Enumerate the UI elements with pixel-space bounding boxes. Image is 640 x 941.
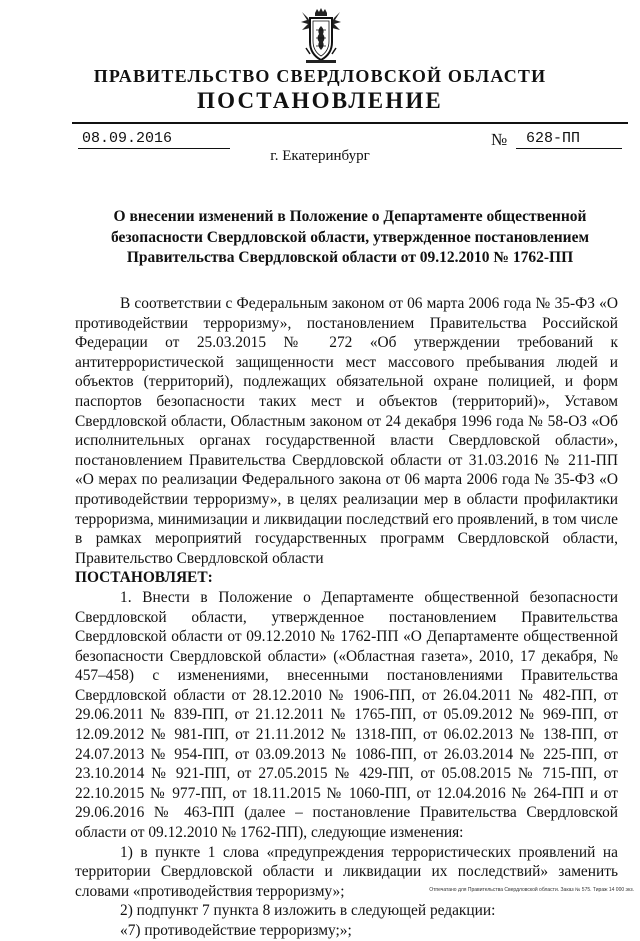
subclause-7-text: «7) противодействие терроризму;»; xyxy=(120,922,352,939)
subclause-1-paragraph: 1) в пункте 1 слова «предупреждения террористических проявлений на территории Свердловской области и ликвидации их последствий» заменить словами «противодействия терроризму»; xyxy=(75,843,618,900)
resolution-keyword: ПОСТАНОВЛЯЕТ: xyxy=(75,569,213,587)
document-number: 628-ПП xyxy=(516,130,622,149)
document-city: г. Екатеринбург xyxy=(270,148,370,164)
document-heading: О внесении изменений в Положение о Департаменте общественной безопасности Свердловской области, утвержденное постановлением Правительства Свердловской области от 09.12.2010 № 1762-ПП xyxy=(110,208,590,266)
document-date: 08.09.2016 xyxy=(78,130,230,149)
header-divider xyxy=(72,122,628,124)
government-title: ПРАВИТЕЛЬСТВО СВЕРДЛОВСКОЙ ОБЛАСТИ xyxy=(93,66,547,86)
coat-of-arms-emblem-icon xyxy=(298,8,344,66)
print-footer-note: Отпечатано для Правительства Свердловской области. Заказ № 575. Тираж 14 000 экз. xyxy=(429,887,634,893)
preamble-paragraph: В соответствии с Федеральным законом от 06 марта 2006 года № 35-ФЗ «О противодействии терроризму», постановлением Правительства Российской Федерации от 25.03.2015 № 272 «Об утверждении требований к антитеррористической защищенности мест массового пребывания людей и объектов (территорий), подлежащих обязательной охране полицией, и форм паспортов безопасности таких мест и объектов (территорий)», Уставом Свердловской области, Областным законом от 24 декабря 1996 года № 58-ОЗ «Об исполнительных органах государственной власти Свердловской области», постановлением Правительства Свердловской области от 31.03.2016 № 211-ПП «О мерах по реализации Федерального закона от 06 марта 2006 года № 35-ФЗ «О противодействии терроризму», в целях реализации мер в области профилактики терроризма, минимизации и ликвидации последствий его проявлений, в том числе в рамках мероприятий государственных программ Свердловской области, Правительство Свердловской области xyxy=(75,295,618,567)
clause-1-paragraph: 1. Внести в Положение о Департаменте общественной безопасности Свердловской области, утвержденное постановлением Правительства Свердловской области от 09.12.2010 № 1762-ПП «О Департаменте общественной безопасности Свердловской области» («Областная газета», 2010, 17 декабря, № 457–458) с изменениями, внесенными постановлениями Правительства Свердловской области от 28.12.2010 № 1906-ПП, от 26.04.2011 № 482-ПП, от 29.06.2011 № 839-ПП, от 21.12.2011 № 1765-ПП, от 05.09.2012 № 969-ПП, от 12.09.2012 № 981-ПП, от 21.11.2012 № 1318-ПП, от 06.02.2013 № 138-ПП, от 24.07.2013 № 954-ПП, от 03.09.2013 № 1086-ПП, от 26.03.2014 № 225-ПП, от 23.10.2014 № 921-ПП, от 27.05.2015 № 429-ПП, от 05.08.2015 № 715-ПП, от 22.10.2015 № 977-ПП, от 18.11.2015 № 1060-ПП, от 12.04.2016 № 264-ПП и от 29.06.2016 № 463-ПП (далее – постановление Правительства Свердловской области от 09.12.2010 № 1762-ПП), следующие изменения: xyxy=(75,588,618,842)
number-sign: № xyxy=(491,130,508,149)
subclause-2-paragraph: 2) подпункт 7 пункта 8 изложить в следующей редакции: xyxy=(120,902,496,920)
document-body xyxy=(75,294,618,941)
document-type: ПОСТАНОВЛЕНИЕ xyxy=(197,88,443,113)
